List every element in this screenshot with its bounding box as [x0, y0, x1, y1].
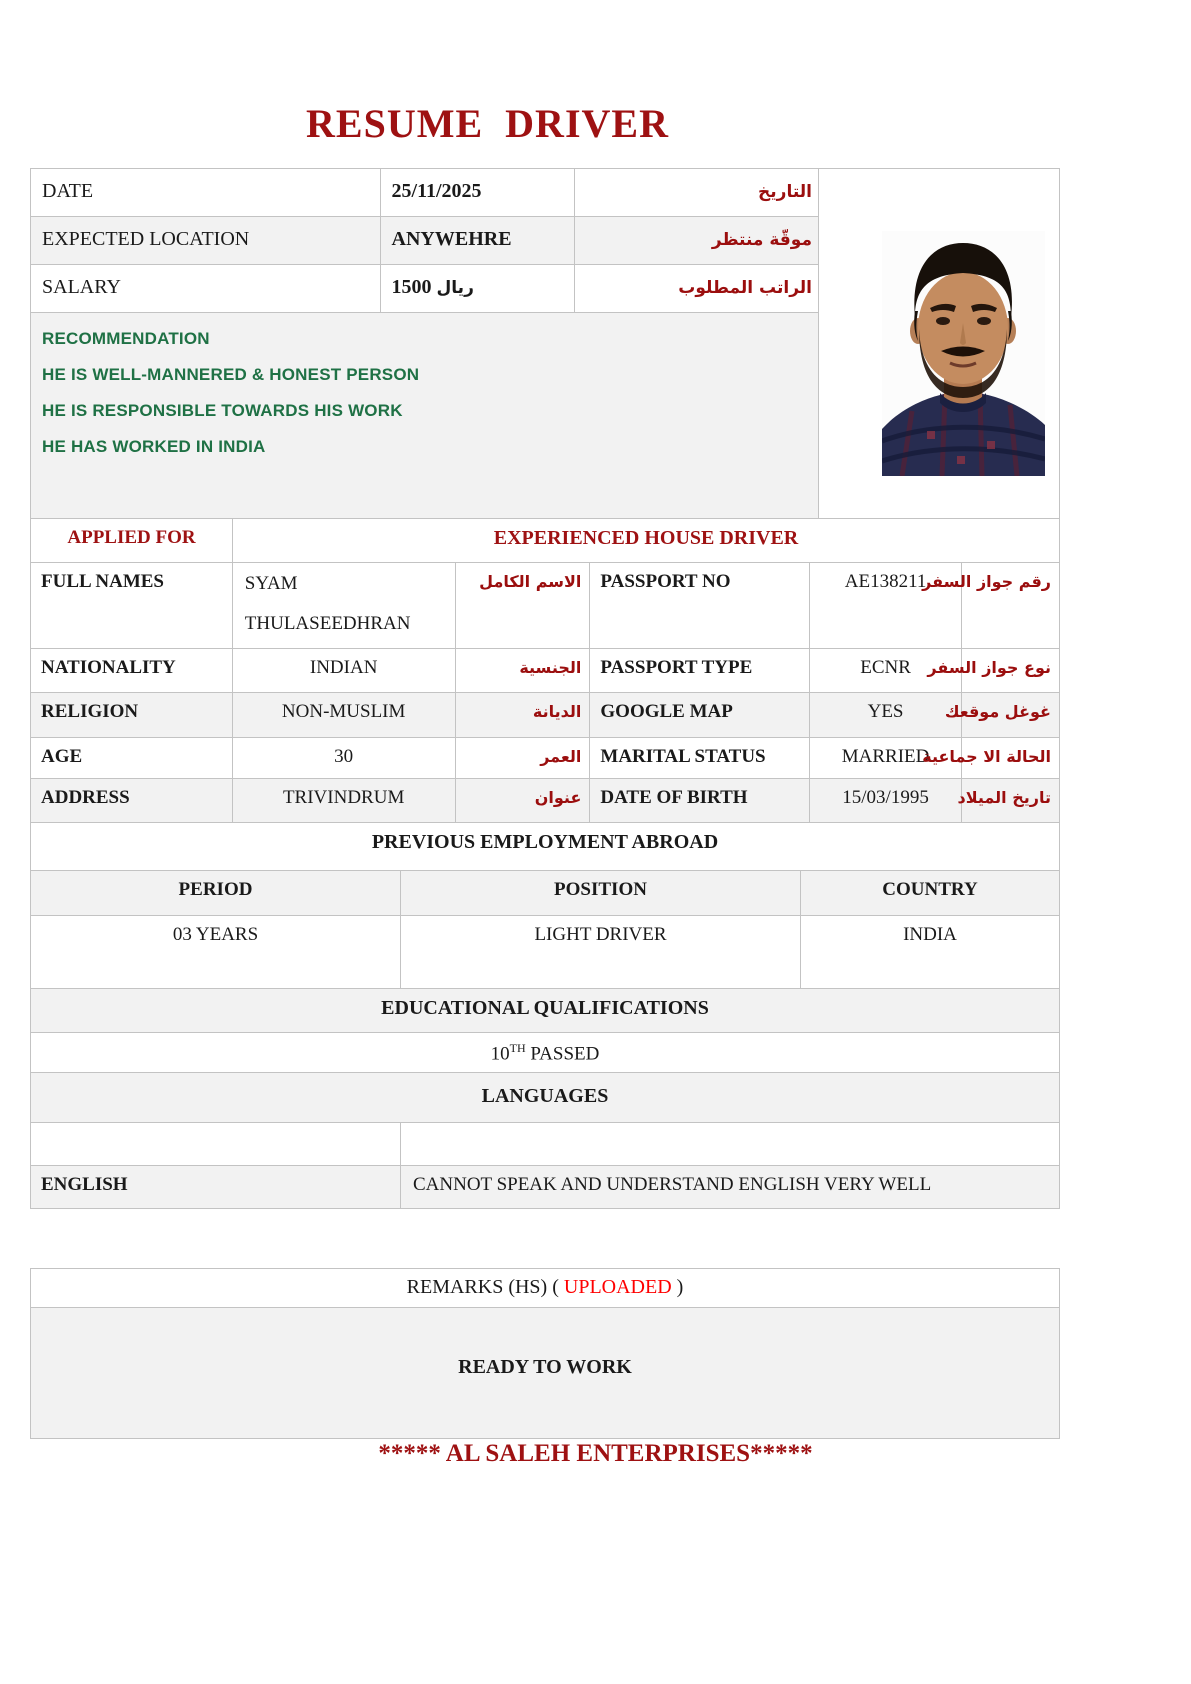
recommendation-heading: RECOMMENDATION	[42, 329, 210, 348]
passport-no-label: PASSPORT NO	[590, 563, 810, 649]
english-label: ENGLISH	[31, 1166, 401, 1209]
age-label-arabic: العمر	[540, 747, 582, 766]
date-of-birth-label-arabic: تاريخ الميلاد	[957, 788, 1051, 807]
languages-heading-row	[31, 1073, 1060, 1123]
table-row	[31, 217, 819, 265]
page-title: RESUME DRIVER	[306, 101, 669, 146]
address-label-arabic: عنوان	[534, 788, 582, 807]
photo-cell	[819, 168, 1060, 519]
period-header: PERIOD	[31, 871, 401, 916]
salary-value	[381, 265, 576, 313]
address-value: TRIVINDRUM	[233, 779, 456, 823]
expected-location-label: EXPECTED LOCATION	[31, 217, 381, 265]
full-names-label-arabic: الاسم الكامل	[479, 572, 582, 591]
employment-header-row	[31, 871, 1060, 916]
passport-type-label-arabic: نوع جواز السفر	[927, 658, 1051, 677]
position-value: LIGHT DRIVER	[401, 916, 801, 989]
recommendation-line: HE IS RESPONSIBLE TOWARDS HIS WORK	[42, 401, 403, 420]
salary-amount: 1500	[391, 276, 432, 298]
passport-no-label-arabic: رقم جواز السفر	[922, 572, 1051, 591]
remarks-line	[31, 1269, 1059, 1308]
salary-label-arabic: الراتب المطلوب	[678, 278, 812, 298]
date-label: DATE	[31, 169, 381, 217]
english-row	[31, 1166, 1060, 1209]
date-of-birth-value: 15/03/1995	[810, 779, 962, 823]
full-name-line: THULASEEDHRAN	[244, 613, 411, 634]
address-label: ADDRESS	[31, 779, 233, 823]
age-row	[31, 738, 1060, 779]
age-label: AGE	[31, 738, 233, 779]
remarks-suffix: )	[671, 1276, 684, 1298]
passport-type-label: PASSPORT TYPE	[590, 649, 810, 693]
nationality-value: INDIAN	[233, 649, 456, 693]
full-names-value	[233, 563, 456, 649]
address-row	[31, 779, 1060, 823]
empty-cell	[401, 1123, 1060, 1166]
languages-heading: LANGUAGES	[31, 1073, 1060, 1123]
education-value	[31, 1033, 1060, 1073]
country-value: INDIA	[801, 916, 1060, 989]
education-value-row	[31, 1033, 1060, 1073]
empty-cell	[31, 1123, 401, 1166]
google-map-value: YES	[810, 693, 962, 738]
applicant-photo	[882, 231, 1045, 476]
date-value: 25/11/2025	[381, 169, 576, 217]
religion-label: RELIGION	[31, 693, 233, 738]
full-name-line: SYAM	[244, 573, 298, 594]
applied-for-value: EXPERIENCED HOUSE DRIVER	[233, 519, 1060, 563]
english-proficiency: CANNOT SPEAK AND UNDERSTAND ENGLISH VERY WELL	[401, 1166, 1060, 1209]
top-section	[30, 168, 1060, 519]
position-header: POSITION	[401, 871, 801, 916]
nationality-row	[31, 649, 1060, 693]
recommendation-line: HE IS WELL-MANNERED & HONEST PERSON	[42, 365, 420, 384]
table-row	[31, 169, 819, 217]
passport-no-value: AE138211	[810, 563, 962, 649]
nationality-label-arabic: الجنسية	[519, 658, 582, 677]
recommendation-line: HE HAS WORKED IN INDIA	[42, 437, 266, 456]
remarks-section	[30, 1268, 1060, 1439]
salary-label: SALARY	[31, 265, 381, 313]
period-value: 03 YEARS	[31, 916, 401, 989]
employment-values-row	[31, 916, 1060, 989]
remarks-status: UPLOADED	[563, 1276, 672, 1298]
education-grade-suffix: TH	[509, 1041, 526, 1055]
education-heading: EDUCATIONAL QUALIFICATIONS	[31, 989, 1060, 1033]
passport-type-value: ECNR	[810, 649, 962, 693]
expected-location-value: ANYWEHRE	[381, 217, 576, 265]
religion-row	[31, 693, 1060, 738]
full-names-row	[31, 563, 1060, 649]
table-row	[31, 265, 819, 313]
marital-status-value: MARRIED	[810, 738, 962, 779]
education-status: PASSED	[525, 1043, 600, 1065]
marital-status-label: MARITAL STATUS	[590, 738, 810, 779]
top-info-table	[30, 168, 819, 519]
education-heading-row	[31, 989, 1060, 1033]
date-of-birth-label: DATE OF BIRTH	[590, 779, 810, 823]
employment-heading: PREVIOUS EMPLOYMENT ABROAD	[31, 823, 1060, 871]
nationality-label: NATIONALITY	[31, 649, 233, 693]
remarks-prefix: REMARKS (HS) (	[406, 1276, 564, 1298]
employment-heading-row	[31, 823, 1060, 871]
applied-for-label: APPLIED FOR	[31, 519, 233, 563]
full-names-label: FULL NAMES	[31, 563, 233, 649]
age-value: 30	[233, 738, 456, 779]
languages-empty-row	[31, 1123, 1060, 1166]
google-map-label: GOOGLE MAP	[590, 693, 810, 738]
company-footer: ***** AL SALEH ENTERPRISES*****	[378, 1440, 813, 1467]
expected-location-label-arabic: موقّة منتظر	[711, 230, 812, 250]
salary-currency-unit: ريال	[436, 278, 474, 298]
recommendation-block	[31, 313, 819, 519]
religion-label-arabic: الديانة	[532, 702, 582, 721]
education-grade: 10	[490, 1043, 510, 1065]
marital-status-label-arabic: الحالة الا جماعية	[922, 747, 1051, 766]
date-label-arabic: التاريخ	[758, 182, 812, 202]
details-table	[30, 518, 1060, 1209]
applied-for-row	[31, 519, 1060, 563]
google-map-label-arabic: غوغل موقعك	[944, 702, 1051, 721]
religion-value: NON-MUSLIM	[233, 693, 456, 738]
ready-to-work-text: READY TO WORK	[31, 1308, 1059, 1438]
country-header: COUNTRY	[801, 871, 1060, 916]
